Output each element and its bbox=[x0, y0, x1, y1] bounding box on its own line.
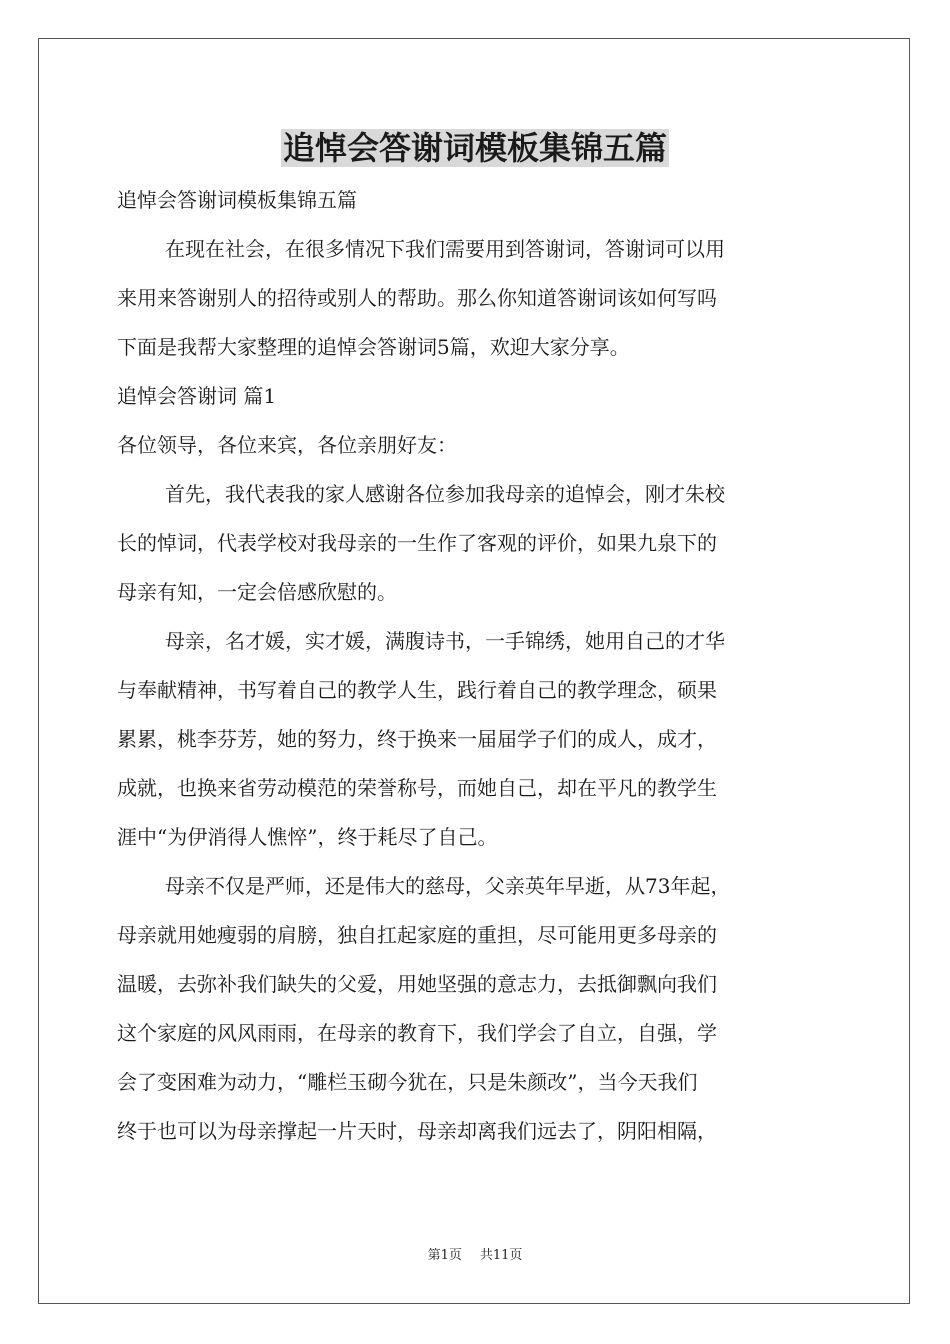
body-line-18: 会了变困难为动力，“雕栏玉砌今犹在，只是朱颜改”，当今天我们 bbox=[117, 1070, 698, 1094]
document-title-text: 追悼会答谢词模板集锦五篇 bbox=[282, 129, 667, 167]
body-line-0: 追悼会答谢词模板集锦五篇 bbox=[117, 188, 357, 212]
body-line-13: 涯中“为伊消得人憔悴”，终于耗尽了自己。 bbox=[117, 825, 498, 849]
page-footer bbox=[0, 1246, 950, 1266]
body-line-15: 母亲就用她瘦弱的肩膀，独自扛起家庭的重担，尽可能用更多母亲的 bbox=[117, 923, 717, 947]
body-line-8: 母亲有知，一定会倍感欣慰的。 bbox=[117, 580, 397, 604]
body-line-10: 与奉献精神，书写着自己的教学人生，践行着自己的教学理念，硕果 bbox=[117, 678, 717, 702]
body-line-1: 在现在社会，在很多情况下我们需要用到答谢词，答谢词可以用 bbox=[165, 237, 725, 261]
body-line-9: 母亲，名才媛，实才媛，满腹诗书，一手锦绣，她用自己的才华 bbox=[165, 629, 725, 653]
page-number: 第1页 bbox=[427, 1248, 462, 1263]
body-line-16: 温暖，去弥补我们缺失的父爱，用她坚强的意志力，去抵御飘向我们 bbox=[117, 972, 717, 996]
document-title bbox=[0, 124, 950, 172]
body-line-12: 成就，也换来省劳动模范的荣誉称号，而她自己，却在平凡的教学生 bbox=[117, 776, 717, 800]
body-line-2: 来用来答谢别人的招待或别人的帮助。那么你知道答谢词该如何写吗 bbox=[117, 286, 717, 310]
body-line-5: 各位领导，各位来宾，各位亲朋好友： bbox=[117, 433, 457, 457]
body-line-3: 下面是我帮大家整理的追悼会答谢词5篇，欢迎大家分享。 bbox=[117, 335, 630, 359]
body-line-7: 长的悼词，代表学校对我母亲的一生作了客观的评价，如果九泉下的 bbox=[117, 531, 717, 555]
body-line-4: 追悼会答谢词 篇1 bbox=[117, 384, 277, 408]
body-line-19: 终于也可以为母亲撑起一片天时，母亲却离我们远去了，阴阳相隔， bbox=[117, 1119, 717, 1143]
body-line-6: 首先，我代表我的家人感谢各位参加我母亲的追悼会，刚才朱校 bbox=[165, 482, 725, 506]
page-total: 共11页 bbox=[479, 1248, 523, 1263]
document-body bbox=[117, 176, 837, 1156]
body-line-11: 累累，桃李芬芳，她的努力，终于换来一届届学子们的成人，成才， bbox=[117, 727, 717, 751]
body-line-17: 这个家庭的风风雨雨，在母亲的教育下，我们学会了自立，自强，学 bbox=[117, 1021, 717, 1045]
body-line-14: 母亲不仅是严师，还是伟大的慈母，父亲英年早逝，从73年起， bbox=[165, 874, 731, 898]
